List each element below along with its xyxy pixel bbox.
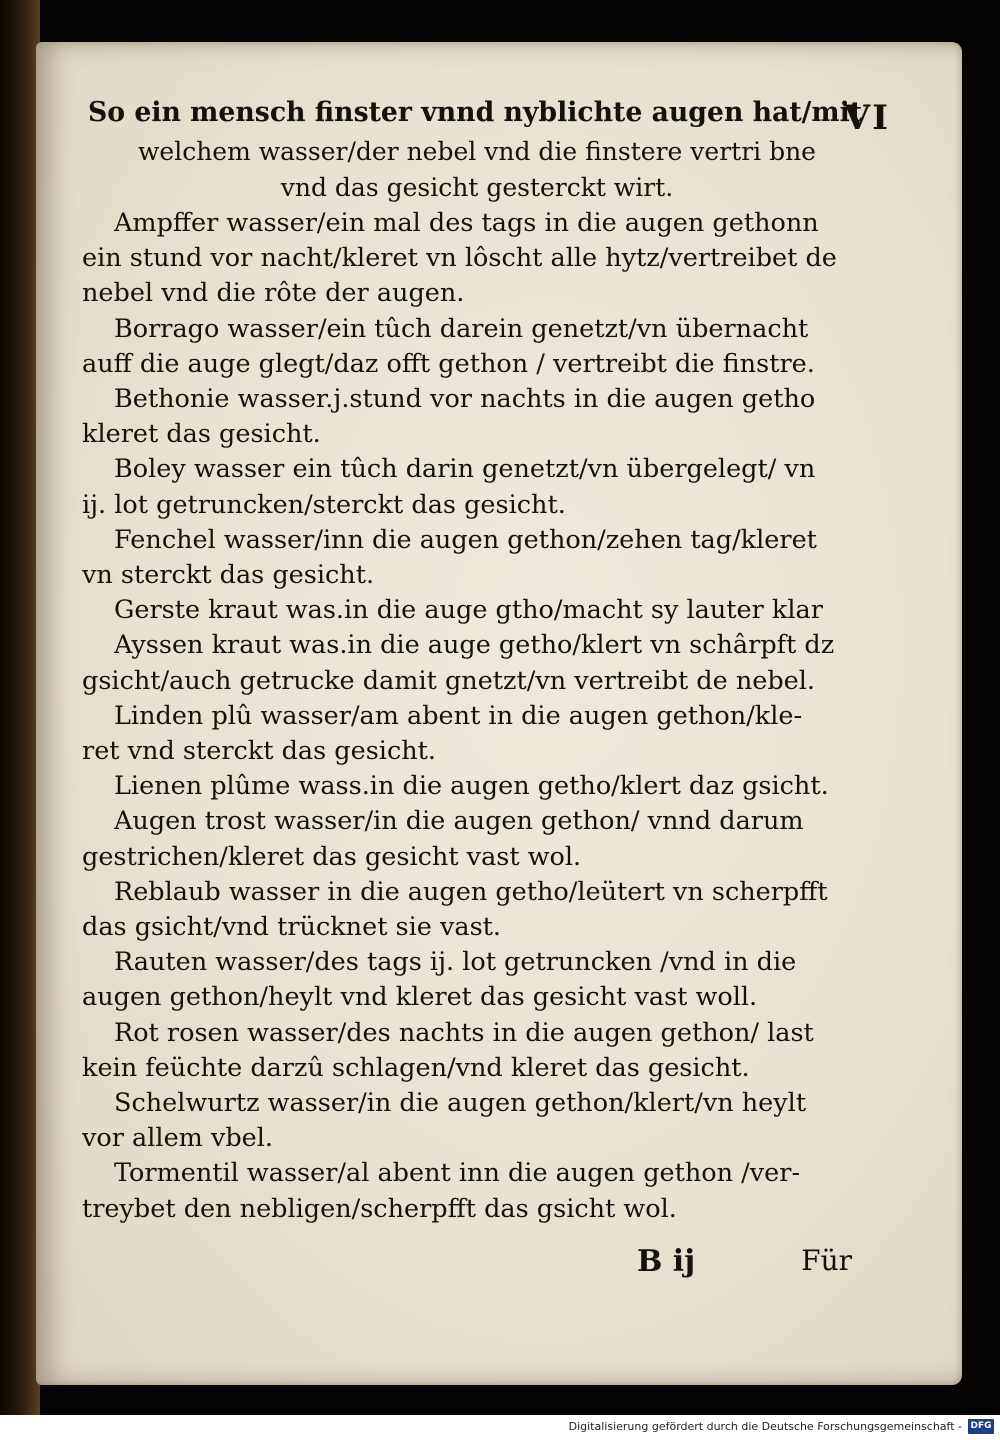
- text-line: Bethonie wasser.j.stund vor nachts in die augen getho: [114, 384, 816, 415]
- page-text-block: [82, 92, 872, 1227]
- digitization-credit: Digitalisierung gefördert durch die Deutsche Forschungsgemeinschaft -: [568, 1420, 962, 1433]
- text-line: gestrichen/kleret das gesicht vast wol.: [82, 841, 582, 872]
- body-text: [82, 206, 872, 1227]
- text-line: Lienen plûme wass.in die augen getho/klert daz gsicht.: [114, 771, 829, 802]
- text-line: Rot rosen wasser/des nachts in die augen gethon/ last: [114, 1017, 814, 1048]
- book-spine-edge: [0, 0, 40, 1415]
- text-line: ein stund vor nacht/kleret vn lôscht alle hytz/vertreibet de: [82, 243, 837, 274]
- text-line: gsicht/auch getrucke damit gnetzt/vn vertreibt de nebel.: [82, 665, 816, 696]
- text-line: auff die auge glegt/daz offt gethon / vertreibt die finstre.: [82, 348, 815, 379]
- text-line: ret vnd sterckt das gesicht.: [82, 736, 437, 767]
- dfg-logo: DFG: [968, 1419, 994, 1434]
- text-line: nebel vnd die rôte der augen.: [82, 278, 465, 309]
- text-line: das gsicht/vnd trücknet sie vast.: [82, 912, 502, 943]
- text-line: kein feüchte darzû schlagen/vnd kleret das gesicht.: [82, 1052, 750, 1083]
- page-footer-line: [82, 1244, 852, 1284]
- text-line: treybet den nebligen/scherpfft das gsicht wol.: [82, 1193, 677, 1224]
- text-line: kleret das gesicht.: [82, 419, 321, 450]
- text-line: Gerste kraut was.in die auge gtho/macht sy lauter klar: [114, 595, 823, 626]
- page-folio-number: VI: [843, 98, 890, 138]
- heading-line: So ein mensch finster vnnd nyblichte augen hat/mit: [88, 97, 863, 128]
- text-line: augen gethon/heylt vnd kleret das gesicht vast woll.: [82, 982, 758, 1013]
- text-line: Reblaub wasser in die augen getho/leütert vn scherpfft: [114, 876, 828, 907]
- heading-line: welchem wasser/der nebel vnd die finstere vertri bne: [138, 137, 816, 166]
- text-line: Linden plû wasser/am abent in die augen gethon/kle-: [114, 700, 803, 731]
- text-line: Ayssen kraut was.in die auge getho/klert vn schârpft dz: [114, 630, 835, 661]
- text-line: Boley wasser ein tûch darin genetzt/vn übergelegt/ vn: [114, 454, 816, 485]
- text-line: Fenchel wasser/inn die augen gethon/zehen tag/kleret: [114, 524, 817, 555]
- text-line: vor allem vbel.: [82, 1123, 274, 1154]
- catchword: Für: [801, 1244, 852, 1277]
- signature-mark: B ij: [637, 1244, 696, 1279]
- text-line: Borrago wasser/ein tûch darein genetzt/vn übernacht: [114, 313, 809, 344]
- text-line: Augen trost wasser/in die augen gethon/ vnnd darum: [114, 806, 804, 837]
- heading-line: vnd das gesicht gesterckt wirt.: [280, 173, 674, 202]
- digitization-credit-bar: [0, 1415, 1000, 1440]
- text-line: vn sterckt das gesicht.: [82, 560, 375, 591]
- text-line: Schelwurtz wasser/in die augen gethon/klert/vn heylt: [114, 1088, 807, 1119]
- text-line: Tormentil wasser/al abent inn die augen gethon /ver-: [114, 1158, 801, 1189]
- text-line: ij. lot getruncken/sterckt das gesicht.: [82, 489, 566, 520]
- text-line: Ampffer wasser/ein mal des tags in die augen gethonn: [114, 208, 819, 238]
- text-line: Rauten wasser/des tags ij. lot getruncken /vnd in die: [114, 947, 797, 978]
